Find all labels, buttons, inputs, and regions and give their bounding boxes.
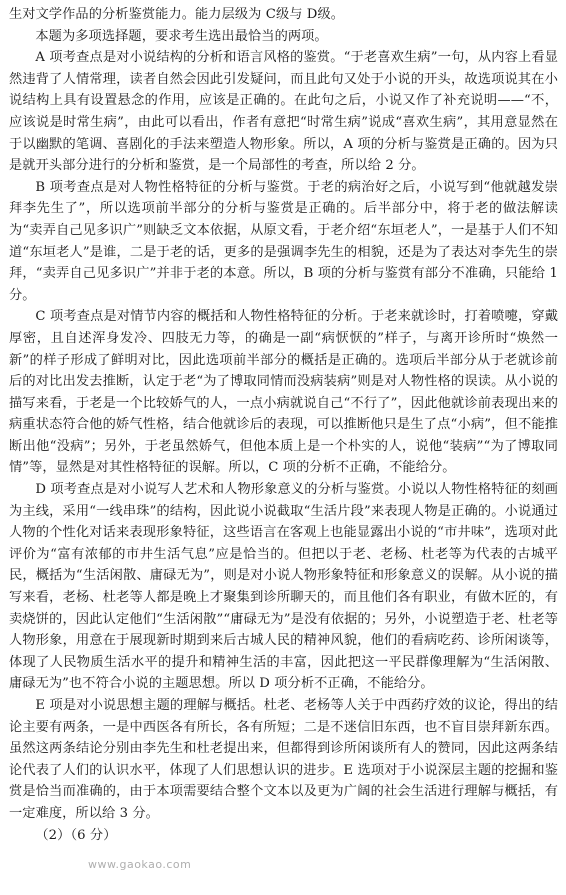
paragraph-question-type: 本题为多项选择题，要求考生选出最恰当的两项。 xyxy=(35,28,328,44)
paragraph-option-e: E 项是对小说思想主题的理解与概括。杜老、老杨等人关于中西药疗效的议论，得出的结论主要有两条，一是中西医各有所长，各有所短；二是不迷信旧东西，也不盲目崇拜新东西。虽然这两条结论分别由李先生和杜老提出来，但都得到诊所闲谈所有人的赞同，因此这两条结论代表了人们的认识水平，体现了人们思想认识的进步。E 选项对于小说深层主题的挖掘和鉴赏是恰当而准确的，由于本项需要结合整个文本以及更为广阔的社会生活进行理解与概括，有一定难度，所以给 3 分。 xyxy=(9,698,558,821)
paragraph-option-b: B 项考查点是对人物性格特征的分析与鉴赏。于老的病治好之后，小说写到“他就越发崇拜李先生了”，所以选项前半部分的分析与鉴赏是正确的。后半部分中，将于老的做法解读为“卖弄自己见多识广”则缺乏文本依据，从原文看，于老介绍“东垣老人”，一是基于人们不知道“东垣老人”是谁，二是于老的话，更多的是强调李先生的相貌，还是为了表达对李先生的崇拜，“卖弄自己见多识广”并非于老的本意。所以，B 项的分析与鉴赏有部分不准确，只能给 1 分。 xyxy=(9,179,558,303)
paragraph-subquestion-2: （2）（6 分） xyxy=(35,827,117,843)
paragraph-option-d: D 项考查点是对小说写人艺术和人物形象意义的分析与鉴赏。小说以人物性格特征的刻画为主线，采用“一线串珠”的结构，因此说小说截取“生活片段”来表现人物是正确的。小说通过人物的个性化对话来表现形象特征，这些语言在客观上也能显露出小说的“市井味”，选项对此评价为“富有浓郁的市井生活气息”应是恰当的。但把以于老、老杨、杜老等为代表的古城平民，概括为“生活闲散、庸碌无为”，则是对小说人物形象特征和形象意义的误解。从小说的描写来看，老杨、杜老等人都是晚上才聚集到诊所聊天的，而且他们各有职业，有做木匠的，有卖烧饼的，因此认定他们“生活闲散”“庸碌无为”是没有依据的；另外，小说塑造于老、杜老等人物形象，用意在于展现新时期到来后古城人民的精神风貌，他们的看病吃药、诊所闲谈等，体现了人民物质生活水平的提升和精神生活的丰富，因此把这一平民群像理解为“生活闲散、庸碌无为”也不符合小说的主题思想。所以 D 项分析不正确，不能给分。 xyxy=(9,482,558,692)
paragraph-intro-continuation: 生对文学作品的分析鉴赏能力。能力层级为 C级与 D级。 xyxy=(9,7,345,22)
watermark: www.gaokao.com xyxy=(88,858,192,871)
paragraph-option-c: C 项考查点是对情节内容的概括和人物性格特征的分析。于老来就诊时，打着喷嚏，穿戴厚密，且自述浑身发冷、四肢无力等，的确是一副“病恹恹的”样子，与离开诊所时“焕然一新”的样子形成了鲜明对比，因此选项前半部分的概括是正确的。选项后半部分从于老就诊前后的对比出发去推断，认定于老“为了博取同情而没病装病”则是对人物性格的误读。从小说的描写来看，于老是一个比较娇气的人，一点小病就说自己“不行了”，因此他就诊前表现出来的病重状态符合他的娇气性格，结合他就诊后的表现，可以推断他只是生了点“小病”，但不能推断出他“没病”；另外，于老虽然娇气，但他本质上是一个朴实的人，说他“装病”“为了博取同情”等，显然是对其性格特征的误解。所以，C 项的分析不正确，不能给分。 xyxy=(9,309,558,476)
paragraph-option-a: A 项考查点是对小说结构的分析和语言风格的鉴赏。“于老喜欢生病”一句，从内容上看显然违背了人情常理，读者自然会因此引发疑问，而且此句又处于小说的开头，故选项说其在小说结构上具有设置悬念的作用，应该是正确的。在此句之后，小说又作了补充说明——“不，应该说是时常生病”，由此可以看出，作者有意把“时常生病”说成“喜欢生病”，其用意显然在于以幽默的笔调、喜剧化的手法来塑造人物形象。所以，A 项的分析与鉴赏是正确的。因为只是就开头部分进行的分析和鉴赏，是一个局部性的考查，所以给 2 分。 xyxy=(9,50,558,174)
